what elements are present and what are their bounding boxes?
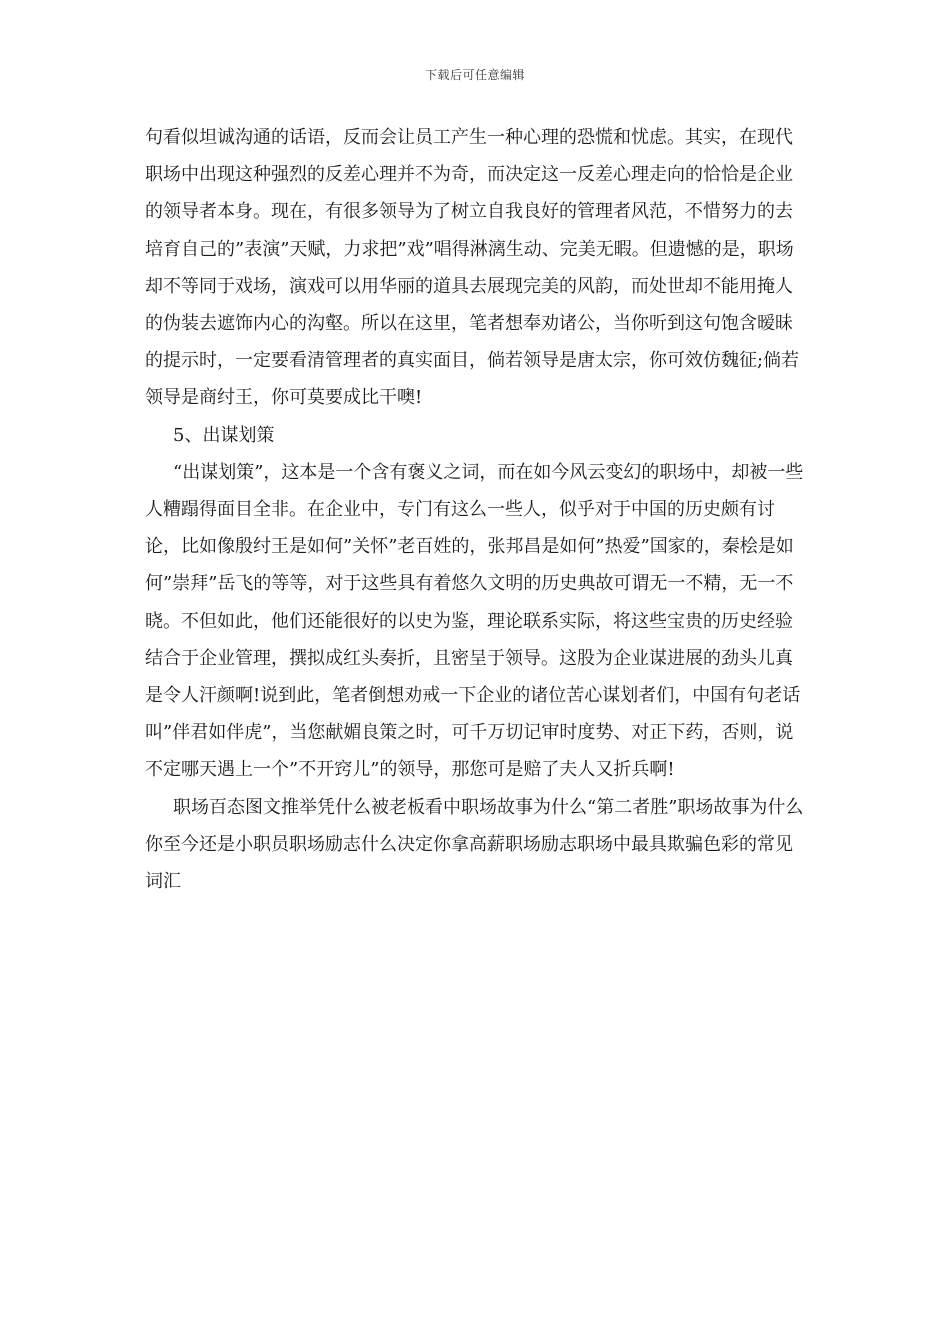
section-heading: 5、出谋划策: [173, 424, 275, 446]
paragraph-continuation: 句看似坦诚沟通的话语，反而会让员工产生一种心理的恐慌和忧虑。其实，在现代职场中出现这种强烈的反差心理并不为奇，而决定这一反差心理走向的恰恰是企业的领导者本身。现在，有很多领导为了树立自我良好的管理者风范，不惜努力的去培育自己的”表演”天赋，力求把”戏”唱得淋漓生动、完美无暇。但遗憾的是，职场却不等同于戏场，演戏可以用华丽的道具去展现完美的风韵，而处世却不能用掩人的伪装去遮饰内心的沟壑。所以在这里，笔者想奉劝诸公，当你听到这句饱含暧昧的提示时，一定要看清管理者的真实面目，倘若领导是唐太宗，你可效仿魏征;倘若领导是商纣王，你可莫要成比干噢!: [145, 127, 800, 409]
header-note: 下载后可任意编辑: [424, 68, 525, 82]
paragraph-related-links: 职场百态图文推举凭什么被老板看中职场故事为什么“第二者胜”职场故事为什么你至今还是小职员职场励志什么决定你拿高薪职场励志职场中最具欺骗色彩的常见词汇: [145, 796, 804, 893]
paragraph-body: “出谋划策”，这本是一个含有褒义之词，而在如今风云变幻的职场中，却被一些人糟蹋得面目全非。在企业中，专门有这么一些人，似乎对于中国的历史颇有讨论，比如像殷纣王是如何”关怀”老百姓的，张邦昌是如何”热爱”国家的，秦桧是如何”崇拜”岳飞的等等，对于这些具有着悠久文明的历史典故可谓无一不精，无一不晓。不但如此，他们还能很好的以史为鉴，理论联系实际，将这些宝贵的历史经验结合于企业管理，撰拟成红头奏折，且密呈于领导。这股为企业谋进展的劲头儿真是令人汗颜啊!说到此，笔者倒想劝戒一下企业的诸位苦心谋划者们，中国有句老话叫”伴君如伴虎”，当您献媚良策之时，可千万切记审时度势、对正下药，否则，说不定哪天遇上一个”不开窍儿”的领导，那您可是赔了夫人又折兵啊!: [145, 461, 804, 781]
document-body: [145, 119, 810, 900]
